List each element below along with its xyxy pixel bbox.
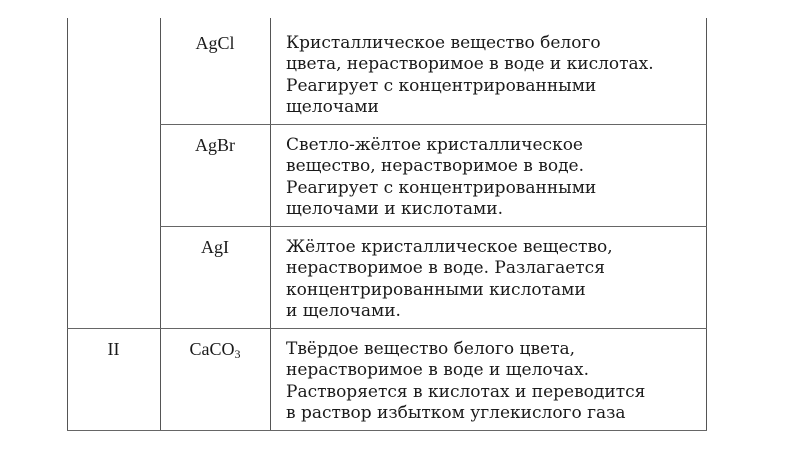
description-line: и щелочами. <box>286 300 401 321</box>
formula-cell-agbr <box>160 135 270 156</box>
formula-text: CaCO <box>189 339 235 359</box>
description-line: вещество, нерастворимое в воде. <box>286 156 585 177</box>
formula-subscript: 3 <box>234 347 241 361</box>
description-line: в раствор избытком углекислого газа <box>286 402 626 423</box>
column-divider-formula <box>270 18 271 430</box>
row-divider-1 <box>160 124 707 125</box>
formula-text: AgI <box>201 237 229 257</box>
description-line: щелочами <box>286 96 379 117</box>
description-line: Реагирует с концентрированными <box>286 177 597 198</box>
formula-cell-agi <box>160 237 270 258</box>
formula-cell-agcl <box>160 33 270 54</box>
table-left-border <box>67 18 68 430</box>
description-line: нерастворимое в воде. Разлагается <box>286 258 605 279</box>
column-divider-group <box>160 18 161 430</box>
description-line: Реагирует с концентрированными <box>286 75 597 96</box>
description-line: цвета, нерастворимое в воде и кислотах. <box>286 54 654 75</box>
formula-cell-caco3 <box>160 339 270 360</box>
description-line: щелочами и кислотами. <box>286 198 503 219</box>
description-cell-agcl <box>286 33 654 118</box>
description-line: Светло-жёлтое кристаллическое <box>286 135 583 155</box>
description-cell-agi <box>286 237 613 322</box>
description-line: Жёлтое кристаллическое вещество, <box>286 237 613 257</box>
description-line: Кристаллическое вещество белого <box>286 33 601 53</box>
group-cell-ii <box>67 339 160 360</box>
formula-text: AgBr <box>195 135 235 155</box>
description-cell-caco3 <box>286 339 645 424</box>
table-right-border <box>706 18 707 430</box>
formula-text: AgCl <box>195 33 235 53</box>
description-line: нерастворимое в воде и щелочах. <box>286 360 589 381</box>
row-divider-3 <box>67 328 707 329</box>
description-line: Растворяется в кислотах и переводится <box>286 381 646 402</box>
description-line: Твёрдое вещество белого цвета, <box>286 339 576 359</box>
row-divider-2 <box>160 226 707 227</box>
table-bottom-border <box>67 430 707 431</box>
group-label: II <box>107 339 120 359</box>
description-cell-agbr <box>286 135 596 220</box>
description-line: концентрированными кислотами <box>286 279 586 300</box>
